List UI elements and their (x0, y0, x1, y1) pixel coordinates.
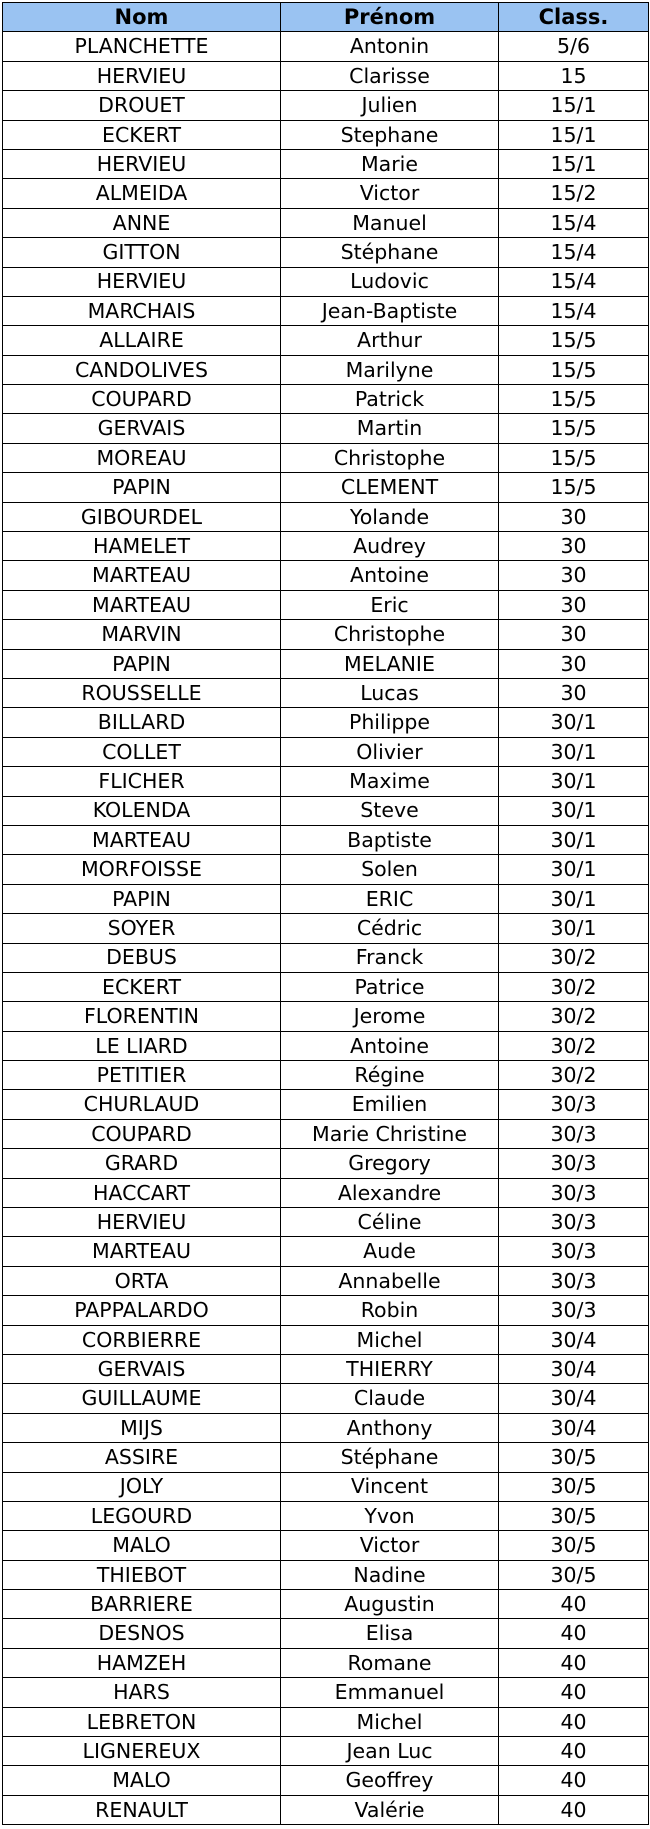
cell-prenom: Régine (281, 1061, 499, 1090)
cell-class: 30/4 (499, 1325, 649, 1354)
cell-nom: ALLAIRE (3, 326, 281, 355)
cell-prenom: Antoine (281, 561, 499, 590)
cell-prenom: Patrick (281, 385, 499, 414)
cell-class: 30/5 (499, 1472, 649, 1501)
cell-prenom: CLEMENT (281, 473, 499, 502)
table-row (3, 473, 649, 502)
table-row (3, 1590, 649, 1619)
cell-nom: ROUSSELLE (3, 678, 281, 707)
table-row (3, 179, 649, 208)
cell-nom: PAPIN (3, 473, 281, 502)
table-row (3, 1531, 649, 1560)
column-header-nom: Nom (3, 3, 281, 32)
table-row (3, 1766, 649, 1795)
cell-nom: MORFOISSE (3, 855, 281, 884)
table-row (3, 708, 649, 737)
cell-class: 30/1 (499, 914, 649, 943)
cell-nom: THIEBOT (3, 1560, 281, 1589)
cell-prenom: Antoine (281, 1031, 499, 1060)
cell-class: 30/3 (499, 1296, 649, 1325)
table-row (3, 943, 649, 972)
table-row (3, 208, 649, 237)
cell-nom: GIBOURDEL (3, 502, 281, 531)
cell-prenom: Victor (281, 179, 499, 208)
cell-class: 30 (499, 590, 649, 619)
table-row (3, 1560, 649, 1589)
table-row (3, 972, 649, 1001)
cell-prenom: Emilien (281, 1090, 499, 1119)
cell-prenom: Anthony (281, 1413, 499, 1442)
table-row (3, 1178, 649, 1207)
table-row (3, 32, 649, 61)
cell-prenom: Michel (281, 1325, 499, 1354)
cell-class: 30/2 (499, 943, 649, 972)
cell-nom: FLICHER (3, 767, 281, 796)
cell-prenom: Steve (281, 796, 499, 825)
cell-prenom: Christophe (281, 443, 499, 472)
table-row (3, 1325, 649, 1354)
cell-class: 30/5 (499, 1531, 649, 1560)
cell-prenom: Jerome (281, 1002, 499, 1031)
cell-nom: HERVIEU (3, 149, 281, 178)
table-body (3, 32, 649, 1825)
table-row (3, 1031, 649, 1060)
cell-nom: DEBUS (3, 943, 281, 972)
cell-prenom: Antonin (281, 32, 499, 61)
cell-class: 30/1 (499, 884, 649, 913)
cell-nom: HARS (3, 1678, 281, 1707)
cell-class: 30/5 (499, 1560, 649, 1589)
cell-class: 30 (499, 502, 649, 531)
cell-prenom: Annabelle (281, 1266, 499, 1295)
cell-nom: ASSIRE (3, 1443, 281, 1472)
cell-prenom: Eric (281, 590, 499, 619)
cell-prenom: Vincent (281, 1472, 499, 1501)
cell-nom: MARTEAU (3, 590, 281, 619)
cell-prenom: Stephane (281, 120, 499, 149)
cell-class: 30/2 (499, 1061, 649, 1090)
cell-nom: ECKERT (3, 972, 281, 1001)
cell-prenom: Victor (281, 1531, 499, 1560)
cell-nom: PAPIN (3, 649, 281, 678)
cell-nom: PETITIER (3, 1061, 281, 1090)
table-row (3, 1237, 649, 1266)
cell-nom: MARTEAU (3, 825, 281, 854)
cell-prenom: Julien (281, 91, 499, 120)
table-row (3, 120, 649, 149)
cell-prenom: Elisa (281, 1619, 499, 1648)
cell-class: 15/1 (499, 149, 649, 178)
header-row (3, 3, 649, 32)
table-row (3, 767, 649, 796)
cell-nom: MARVIN (3, 620, 281, 649)
table-row (3, 1384, 649, 1413)
cell-nom: HAMZEH (3, 1648, 281, 1677)
cell-nom: MARTEAU (3, 561, 281, 590)
cell-class: 15/4 (499, 208, 649, 237)
cell-class: 30/3 (499, 1149, 649, 1178)
cell-prenom: Augustin (281, 1590, 499, 1619)
cell-nom: COUPARD (3, 1119, 281, 1148)
cell-nom: LEBRETON (3, 1707, 281, 1736)
cell-class: 30/1 (499, 825, 649, 854)
cell-prenom: Olivier (281, 737, 499, 766)
cell-nom: MALO (3, 1766, 281, 1795)
cell-class: 40 (499, 1795, 649, 1824)
table-row (3, 238, 649, 267)
cell-class: 30/5 (499, 1501, 649, 1530)
table-row (3, 1149, 649, 1178)
table-row (3, 1354, 649, 1383)
cell-nom: GITTON (3, 238, 281, 267)
cell-prenom: Geoffrey (281, 1766, 499, 1795)
cell-nom: KOLENDA (3, 796, 281, 825)
cell-class: 30/4 (499, 1384, 649, 1413)
cell-nom: BILLARD (3, 708, 281, 737)
table-row (3, 620, 649, 649)
cell-prenom: Jean-Baptiste (281, 296, 499, 325)
table-row (3, 590, 649, 619)
table-row (3, 1266, 649, 1295)
table-row (3, 1648, 649, 1677)
cell-prenom: Robin (281, 1296, 499, 1325)
cell-class: 30/4 (499, 1354, 649, 1383)
cell-prenom: Marie (281, 149, 499, 178)
cell-prenom: Valérie (281, 1795, 499, 1824)
cell-nom: CORBIERRE (3, 1325, 281, 1354)
cell-class: 30/3 (499, 1178, 649, 1207)
table-row (3, 1061, 649, 1090)
cell-nom: GRARD (3, 1149, 281, 1178)
cell-nom: BARRIERE (3, 1590, 281, 1619)
table-row (3, 1795, 649, 1824)
cell-class: 40 (499, 1648, 649, 1677)
cell-nom: MALO (3, 1531, 281, 1560)
table-row (3, 884, 649, 913)
cell-class: 30/2 (499, 972, 649, 1001)
cell-prenom: MELANIE (281, 649, 499, 678)
cell-nom: HERVIEU (3, 1208, 281, 1237)
cell-prenom: Cédric (281, 914, 499, 943)
table-row (3, 1119, 649, 1148)
cell-class: 30/1 (499, 708, 649, 737)
cell-nom: HAMELET (3, 532, 281, 561)
cell-class: 30 (499, 532, 649, 561)
cell-nom: GUILLAUME (3, 1384, 281, 1413)
cell-prenom: Céline (281, 1208, 499, 1237)
cell-nom: RENAULT (3, 1795, 281, 1824)
cell-class: 15/2 (499, 179, 649, 208)
cell-nom: ECKERT (3, 120, 281, 149)
column-header-class: Class. (499, 3, 649, 32)
cell-nom: ANNE (3, 208, 281, 237)
table-row (3, 502, 649, 531)
cell-nom: HERVIEU (3, 267, 281, 296)
cell-prenom: Audrey (281, 532, 499, 561)
table-row (3, 91, 649, 120)
cell-prenom: Aude (281, 1237, 499, 1266)
cell-nom: MARTEAU (3, 1237, 281, 1266)
cell-class: 30/4 (499, 1413, 649, 1442)
table-row (3, 796, 649, 825)
cell-class: 30/1 (499, 796, 649, 825)
cell-prenom: Marilyne (281, 355, 499, 384)
table-row (3, 1472, 649, 1501)
cell-prenom: Philippe (281, 708, 499, 737)
cell-nom: HACCART (3, 1178, 281, 1207)
cell-prenom: ERIC (281, 884, 499, 913)
cell-prenom: Arthur (281, 326, 499, 355)
cell-class: 40 (499, 1766, 649, 1795)
cell-prenom: Yvon (281, 1501, 499, 1530)
cell-nom: LE LIARD (3, 1031, 281, 1060)
table-row (3, 737, 649, 766)
cell-prenom: Michel (281, 1707, 499, 1736)
cell-nom: LIGNEREUX (3, 1737, 281, 1766)
cell-prenom: Yolande (281, 502, 499, 531)
cell-class: 15/4 (499, 267, 649, 296)
table-row (3, 443, 649, 472)
cell-nom: PAPPALARDO (3, 1296, 281, 1325)
cell-class: 30/2 (499, 1031, 649, 1060)
table-row (3, 1619, 649, 1648)
cell-class: 15/5 (499, 414, 649, 443)
cell-prenom: THIERRY (281, 1354, 499, 1383)
cell-class: 30/3 (499, 1266, 649, 1295)
cell-prenom: Alexandre (281, 1178, 499, 1207)
cell-prenom: Ludovic (281, 267, 499, 296)
cell-prenom: Jean Luc (281, 1737, 499, 1766)
table-row (3, 532, 649, 561)
table-row (3, 296, 649, 325)
table-row (3, 1208, 649, 1237)
cell-nom: COUPARD (3, 385, 281, 414)
cell-prenom: Manuel (281, 208, 499, 237)
cell-class: 40 (499, 1619, 649, 1648)
table-row (3, 1501, 649, 1530)
cell-prenom: Claude (281, 1384, 499, 1413)
cell-class: 5/6 (499, 32, 649, 61)
cell-class: 15/4 (499, 238, 649, 267)
table-row (3, 914, 649, 943)
cell-class: 30/3 (499, 1119, 649, 1148)
table-row (3, 1413, 649, 1442)
cell-class: 30/1 (499, 767, 649, 796)
cell-prenom: Romane (281, 1648, 499, 1677)
cell-nom: DESNOS (3, 1619, 281, 1648)
cell-prenom: Patrice (281, 972, 499, 1001)
cell-nom: PAPIN (3, 884, 281, 913)
cell-class: 15/4 (499, 296, 649, 325)
cell-class: 15 (499, 61, 649, 90)
table-row (3, 855, 649, 884)
cell-prenom: Baptiste (281, 825, 499, 854)
cell-nom: MARCHAIS (3, 296, 281, 325)
table-row (3, 385, 649, 414)
table-row (3, 1002, 649, 1031)
cell-prenom: Christophe (281, 620, 499, 649)
cell-class: 40 (499, 1590, 649, 1619)
cell-nom: COLLET (3, 737, 281, 766)
cell-prenom: Nadine (281, 1560, 499, 1589)
cell-nom: ALMEIDA (3, 179, 281, 208)
cell-class: 15/5 (499, 443, 649, 472)
cell-class: 15/5 (499, 473, 649, 502)
ranking-table (2, 2, 649, 1825)
column-header-prenom: Prénom (281, 3, 499, 32)
cell-class: 30/1 (499, 855, 649, 884)
table-row (3, 1707, 649, 1736)
cell-prenom: Emmanuel (281, 1678, 499, 1707)
cell-prenom: Maxime (281, 767, 499, 796)
table-row (3, 355, 649, 384)
cell-class: 30 (499, 561, 649, 590)
cell-class: 30 (499, 678, 649, 707)
table-row (3, 1443, 649, 1472)
cell-class: 30/3 (499, 1208, 649, 1237)
cell-class: 30/5 (499, 1443, 649, 1472)
cell-nom: MIJS (3, 1413, 281, 1442)
cell-nom: JOLY (3, 1472, 281, 1501)
cell-class: 30/3 (499, 1237, 649, 1266)
table-row (3, 267, 649, 296)
cell-nom: HERVIEU (3, 61, 281, 90)
cell-prenom: Stéphane (281, 238, 499, 267)
table-row (3, 1678, 649, 1707)
cell-nom: GERVAIS (3, 1354, 281, 1383)
cell-prenom: Clarisse (281, 61, 499, 90)
cell-prenom: Stéphane (281, 1443, 499, 1472)
cell-class: 30 (499, 620, 649, 649)
table-row (3, 678, 649, 707)
cell-class: 15/5 (499, 355, 649, 384)
table-row (3, 649, 649, 678)
cell-nom: CANDOLIVES (3, 355, 281, 384)
cell-class: 15/5 (499, 385, 649, 414)
cell-nom: DROUET (3, 91, 281, 120)
cell-nom: FLORENTIN (3, 1002, 281, 1031)
table-row (3, 61, 649, 90)
cell-class: 40 (499, 1678, 649, 1707)
cell-prenom: Marie Christine (281, 1119, 499, 1148)
table-row (3, 1090, 649, 1119)
cell-prenom: Solen (281, 855, 499, 884)
cell-prenom: Franck (281, 943, 499, 972)
cell-nom: MOREAU (3, 443, 281, 472)
cell-class: 15/5 (499, 326, 649, 355)
cell-nom: SOYER (3, 914, 281, 943)
cell-class: 30/2 (499, 1002, 649, 1031)
cell-class: 30 (499, 649, 649, 678)
cell-class: 40 (499, 1737, 649, 1766)
cell-nom: GERVAIS (3, 414, 281, 443)
cell-class: 30/3 (499, 1090, 649, 1119)
table-row (3, 149, 649, 178)
cell-nom: PLANCHETTE (3, 32, 281, 61)
cell-class: 40 (499, 1707, 649, 1736)
cell-prenom: Lucas (281, 678, 499, 707)
table-row (3, 1737, 649, 1766)
cell-class: 15/1 (499, 120, 649, 149)
cell-nom: LEGOURD (3, 1501, 281, 1530)
cell-prenom: Gregory (281, 1149, 499, 1178)
cell-nom: ORTA (3, 1266, 281, 1295)
table-row (3, 561, 649, 590)
cell-class: 30/1 (499, 737, 649, 766)
table-row (3, 825, 649, 854)
cell-nom: CHURLAUD (3, 1090, 281, 1119)
table-row (3, 414, 649, 443)
table-row (3, 326, 649, 355)
cell-prenom: Martin (281, 414, 499, 443)
table-row (3, 1296, 649, 1325)
cell-class: 15/1 (499, 91, 649, 120)
